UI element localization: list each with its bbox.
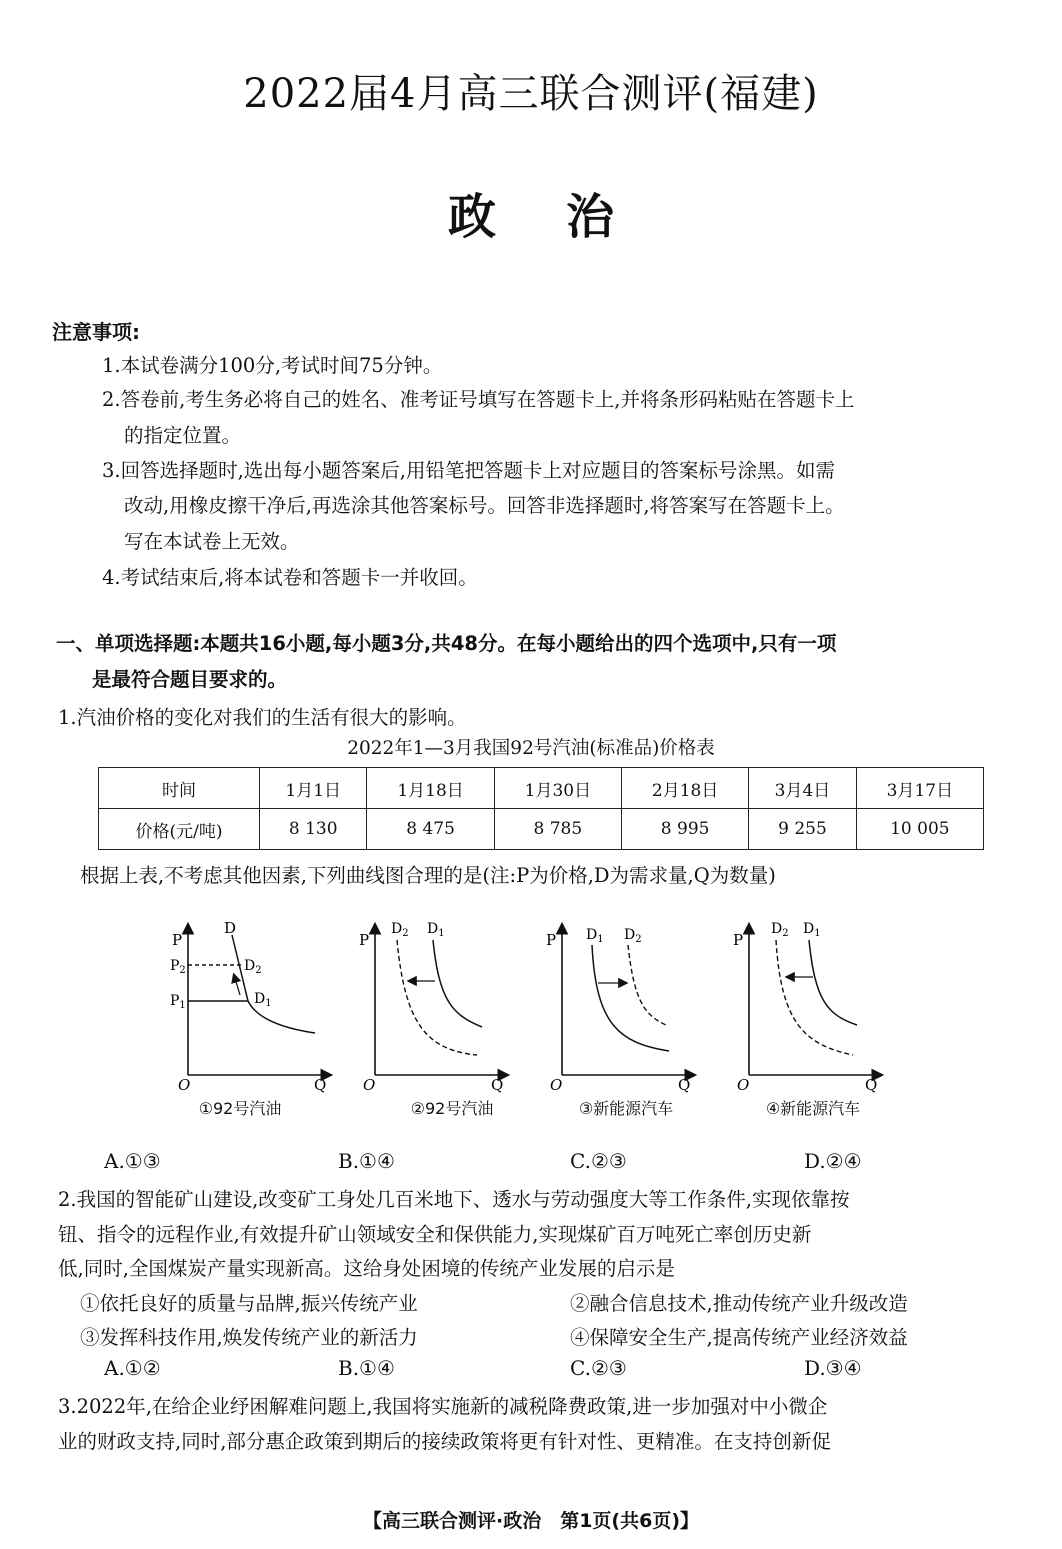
table-cell: 1月1日 — [260, 768, 367, 809]
q2-item-2: ②融合信息技术,推动传统产业升级改造 — [570, 1292, 908, 1315]
svg-text:Q: Q — [491, 1076, 504, 1094]
notice-line: 的指定位置。 — [124, 424, 242, 447]
q2-item-4: ④保障安全生产,提高传统产业经济效益 — [570, 1326, 908, 1349]
table-header-time: 时间 — [99, 768, 260, 809]
q2-option-c: C.②③ — [570, 1356, 627, 1380]
svg-text:Q: Q — [865, 1076, 878, 1094]
page-footer: 【高三联合测评·政治 第1页(共6页)】 — [362, 1510, 700, 1532]
graph-label-3: ③新能源汽车 — [578, 1099, 674, 1118]
notice-line: 写在本试卷上无效。 — [124, 530, 300, 553]
svg-text:P: P — [359, 931, 370, 949]
q1-graphs — [160, 915, 940, 1095]
notice-line: 3.回答选择题时,选出每小题答案后,用铅笔把答题卡上对应题目的答案标号涂黑。如需 — [102, 459, 836, 482]
svg-text:P2: $P_2$ — [170, 958, 186, 976]
svg-text:D2: $D_2$ — [244, 958, 262, 976]
svg-text:P: P — [546, 931, 557, 949]
q1-question: 根据上表,不考虑其他因素,下列曲线图合理的是(注:P为价格,D为需求量,Q为数量) — [80, 864, 776, 887]
svg-text:D2: $D_2$ — [391, 921, 409, 939]
graph-4 — [733, 921, 881, 1094]
graph-1 — [170, 919, 330, 1094]
q1-option-c: C.②③ — [570, 1149, 627, 1173]
q1-option-a: A.①③ — [104, 1149, 161, 1173]
svg-text:D: D — [224, 919, 237, 937]
q2-option-b: B.①④ — [338, 1356, 395, 1380]
table-title: 2022年1—3月我国92号汽油(标准品)价格表 — [347, 738, 715, 759]
svg-text:Q: Q — [314, 1076, 327, 1094]
notice-heading: 注意事项: — [52, 320, 140, 344]
q3-line: 3.2022年,在给企业纾困解难问题上,我国将实施新的减税降费政策,进一步加强对中小微企 — [58, 1395, 828, 1418]
graph-label-4: ④新能源汽车 — [765, 1099, 861, 1118]
table-cell: 8 475 — [367, 809, 494, 850]
section-heading: 一、单项选择题:本题共16小题,每小题3分,共48分。在每小题给出的四个选项中,只有一项 — [56, 632, 837, 655]
subject-title: 政治 — [447, 189, 684, 245]
graph-label-2: ②92号汽油 — [410, 1099, 494, 1118]
svg-text:O: O — [363, 1076, 376, 1094]
graph-2 — [359, 921, 507, 1094]
exam-title: 2022届4月高三联合测评(福建) — [243, 71, 819, 117]
svg-text:O: O — [178, 1076, 191, 1094]
table-cell: 1月30日 — [494, 768, 621, 809]
notice-line: 改动,用橡皮擦干净后,再选涂其他答案标号。回答非选择题时,将答案写在答题卡上。 — [124, 494, 845, 517]
table-cell: 2月18日 — [621, 768, 748, 809]
table-cell: 8 785 — [494, 809, 621, 850]
svg-text:O: O — [550, 1076, 563, 1094]
q2-item-1: ①依托良好的质量与品牌,振兴传统产业 — [80, 1292, 418, 1315]
table-cell: 8 130 — [260, 809, 367, 850]
q1-stem: 1.汽油价格的变化对我们的生活有很大的影响。 — [58, 706, 467, 729]
q2-line: 低,同时,全国煤炭产量实现新高。这给身处困境的传统产业发展的启示是 — [58, 1257, 675, 1280]
q2-line: 钮、指令的远程作业,有效提升矿山领域安全和保供能力,实现煤矿百万吨死亡率创历史新 — [58, 1223, 812, 1246]
table-header-price: 价格(元/吨) — [99, 809, 260, 850]
q2-option-a: A.①② — [104, 1356, 161, 1380]
svg-text:P: P — [172, 931, 183, 949]
svg-text:D2: $D_2$ — [771, 921, 789, 939]
table-cell: 8 995 — [621, 809, 748, 850]
q1-option-d: D.②④ — [804, 1149, 862, 1173]
graph-3 — [546, 925, 694, 1094]
svg-text:D1: $D_1$ — [803, 921, 821, 939]
q2-line: 2.我国的智能矿山建设,改变矿工身处几百米地下、透水与劳动强度大等工作条件,实现依靠按 — [58, 1188, 850, 1211]
graph-label-1: ①92号汽油 — [198, 1099, 282, 1118]
notice-line: 1.本试卷满分100分,考试时间75分钟。 — [102, 354, 443, 377]
table-cell: 3月4日 — [749, 768, 856, 809]
svg-text:D2: $D_2$ — [624, 927, 642, 945]
section-heading-cont: 是最符合题目要求的。 — [92, 668, 288, 691]
table-cell: 10 005 — [856, 809, 983, 850]
notice-line: 4.考试结束后,将本试卷和答题卡一并收回。 — [102, 566, 478, 589]
q3-line: 业的财政支持,同时,部分惠企政策到期后的接续政策将更有针对性、更精准。在支持创新促 — [58, 1430, 831, 1453]
svg-text:P1: $P_1$ — [170, 993, 186, 1011]
q1-option-b: B.①④ — [338, 1149, 395, 1173]
table-cell: 9 255 — [749, 809, 856, 850]
q2-item-3: ③发挥科技作用,焕发传统产业的新活力 — [80, 1326, 418, 1349]
svg-text:P: P — [733, 931, 744, 949]
svg-text:D1: $D_1$ — [254, 991, 272, 1009]
svg-text:O: O — [737, 1076, 750, 1094]
notice-line: 2.答卷前,考生务必将自己的姓名、准考证号填写在答题卡上,并将条形码粘贴在答题卡上 — [102, 388, 855, 411]
table-row — [99, 768, 984, 809]
price-table — [98, 767, 984, 850]
svg-text:D1: $D_1$ — [586, 927, 604, 945]
table-row — [99, 809, 984, 850]
table-cell: 1月18日 — [367, 768, 494, 809]
q2-option-d: D.③④ — [804, 1356, 862, 1380]
svg-text:D1: $D_1$ — [427, 921, 445, 939]
table-cell: 3月17日 — [856, 768, 983, 809]
svg-text:Q: Q — [678, 1076, 691, 1094]
